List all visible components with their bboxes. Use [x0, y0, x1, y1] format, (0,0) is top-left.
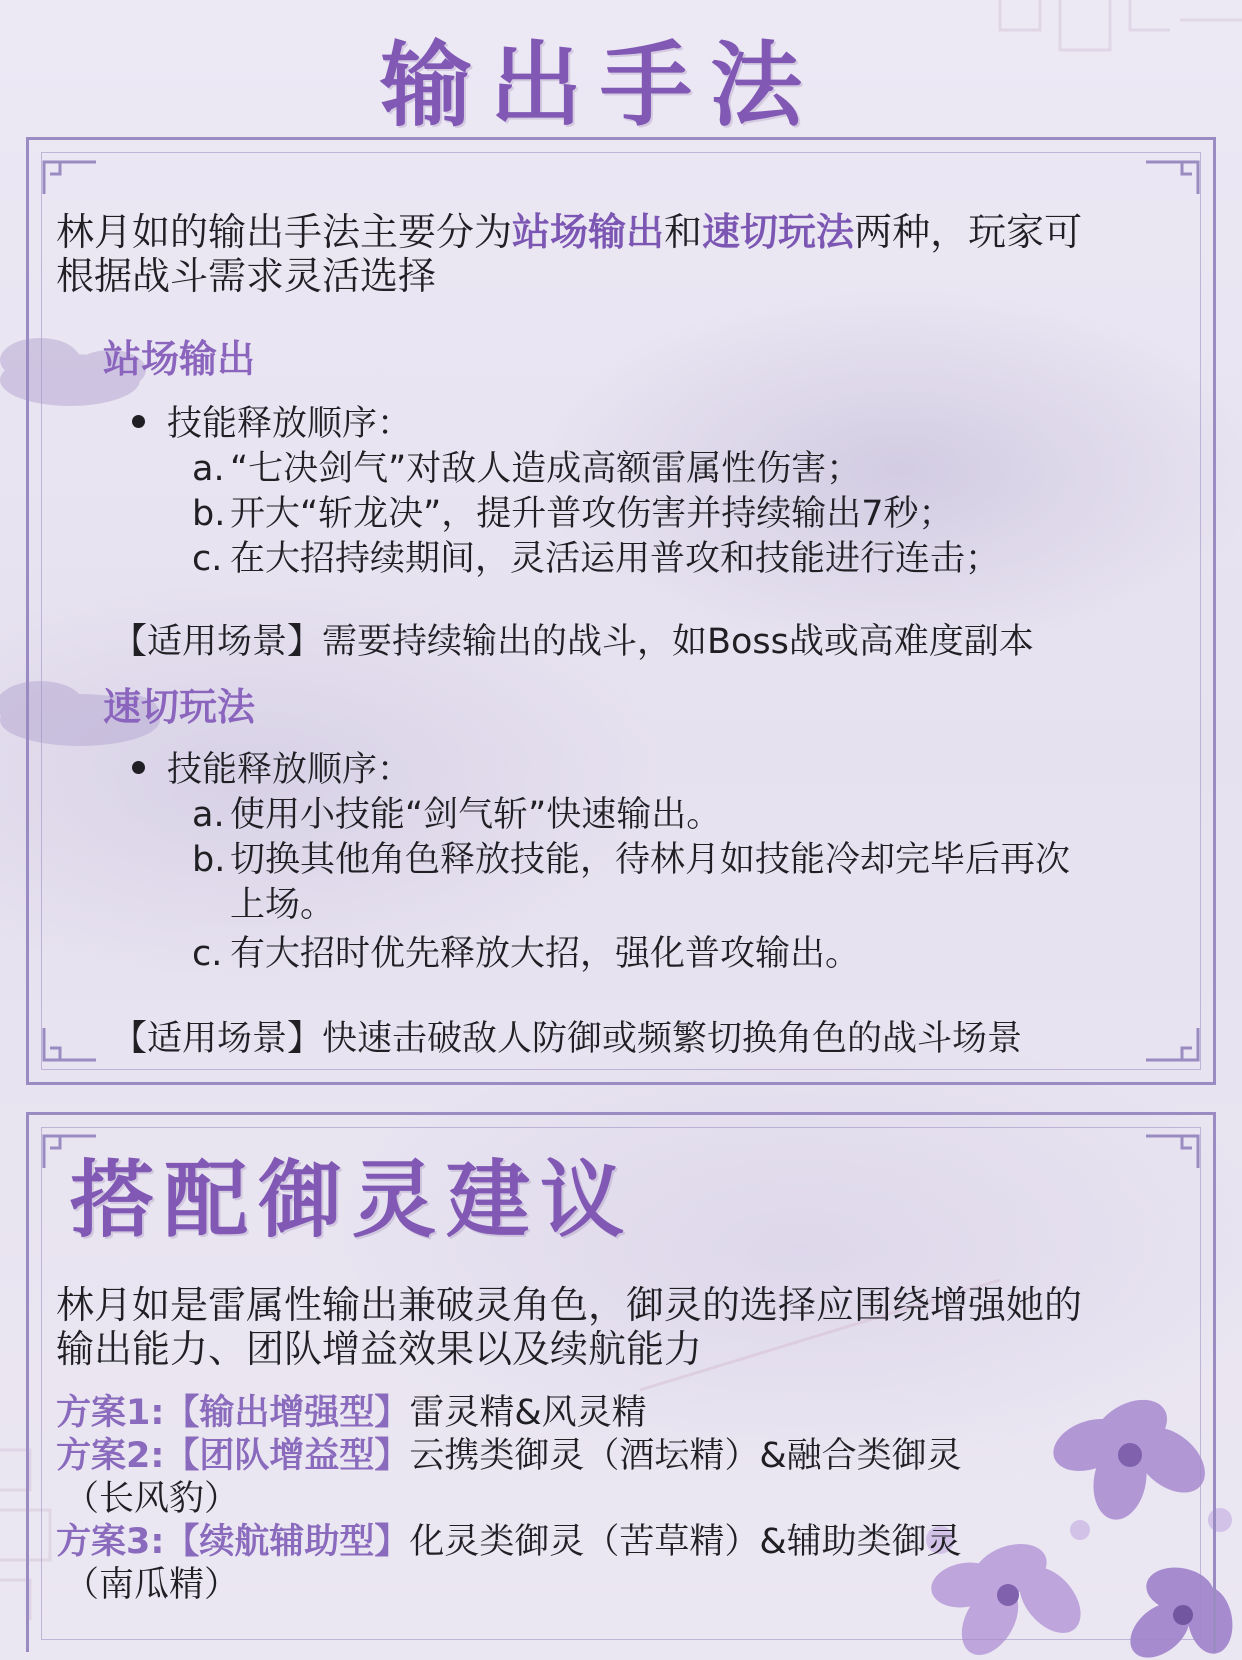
intro-text: 输出能力、团队增益效果以及续航能力: [56, 1327, 703, 1371]
bullet-text: 技能释放顺序：: [167, 404, 413, 444]
step-item: [192, 793, 721, 837]
bullet-text: 技能释放顺序：: [167, 750, 413, 790]
section2-intro: [56, 1283, 1082, 1371]
section1-title: 输出手法: [380, 31, 821, 139]
step-item: [192, 447, 861, 491]
step-text: 开大“斩龙决”，提升普攻伤害并持续输出7秒；: [230, 494, 954, 534]
plan-text: 化灵类御灵（苦草精）&辅助类御灵: [409, 1522, 962, 1562]
step-item: [192, 492, 954, 536]
plan-text: 云携类御灵（酒坛精）&融合类御灵: [409, 1436, 962, 1476]
step-item: [192, 932, 860, 976]
step-marker: b.: [192, 840, 226, 880]
step-marker: c.: [192, 539, 223, 579]
corner-ornament: [1142, 1024, 1202, 1070]
plan-label: 方案2:【团队增益型】: [56, 1436, 410, 1476]
bullet-dot: [132, 761, 145, 774]
plan-continuation: （长风豹）: [64, 1479, 240, 1519]
section2-title: 搭配御灵建议: [70, 1150, 635, 1249]
plan-item: [56, 1434, 962, 1478]
scenario-text: 【适用场景】需要持续输出的战斗，如Boss战或高难度副本: [112, 622, 1034, 662]
plan-item: [56, 1391, 647, 1435]
step-item: [192, 537, 1000, 581]
corner-ornament: [40, 152, 100, 198]
subheading-stand-output: 站场输出: [103, 337, 256, 381]
plan-label: 方案1:【输出增强型】: [56, 1393, 410, 1433]
bullet-skill-order: [132, 402, 412, 446]
corner-ornament: [1142, 152, 1202, 198]
intro-text: 两种，玩家可: [854, 210, 1083, 254]
intro-text: 根据战斗需求灵活选择: [56, 254, 437, 298]
plan-item: [56, 1520, 962, 1564]
corner-ornament: [40, 1024, 100, 1070]
plan-continuation: （南瓜精）: [64, 1565, 240, 1605]
step-marker: a.: [192, 449, 225, 489]
section1-intro: [56, 210, 1082, 298]
step-item: [192, 838, 1070, 882]
intro-text: 林月如的输出手法主要分为: [56, 210, 513, 254]
step-marker: c.: [192, 934, 223, 974]
step-marker: b.: [192, 494, 226, 534]
highlight-stand-output: 站场输出: [512, 210, 665, 254]
step-marker: a.: [192, 795, 225, 835]
step-text: 使用小技能“剑气斩”快速输出。: [230, 795, 722, 835]
corner-ornament: [1142, 1126, 1202, 1172]
plan-label: 方案3:【续航辅助型】: [56, 1522, 410, 1562]
step-text: “七决剑气”对敌人造成高额雷属性伤害；: [230, 449, 862, 489]
highlight-quick-switch: 速切玩法: [702, 210, 855, 254]
step-text: 切换其他角色释放技能，待林月如技能冷却完毕后再次: [230, 840, 1071, 880]
step-item-continuation: 上场。: [230, 885, 336, 925]
intro-text: 和: [664, 210, 703, 254]
bullet-dot: [132, 415, 145, 428]
plan-text: 雷灵精&风灵精: [409, 1393, 647, 1433]
step-text: 在大招持续期间，灵活运用普攻和技能进行连击；: [230, 539, 1001, 579]
scenario-text: 【适用场景】快速击破敌人防御或频繁切换角色的战斗场景: [112, 1019, 1023, 1059]
intro-text: 林月如是雷属性输出兼破灵角色，御灵的选择应围绕增强她的: [56, 1283, 1083, 1327]
bullet-skill-order: [132, 748, 412, 792]
subheading-quick-switch: 速切玩法: [103, 685, 256, 729]
step-text: 有大招时优先释放大招，强化普攻输出。: [230, 934, 861, 974]
